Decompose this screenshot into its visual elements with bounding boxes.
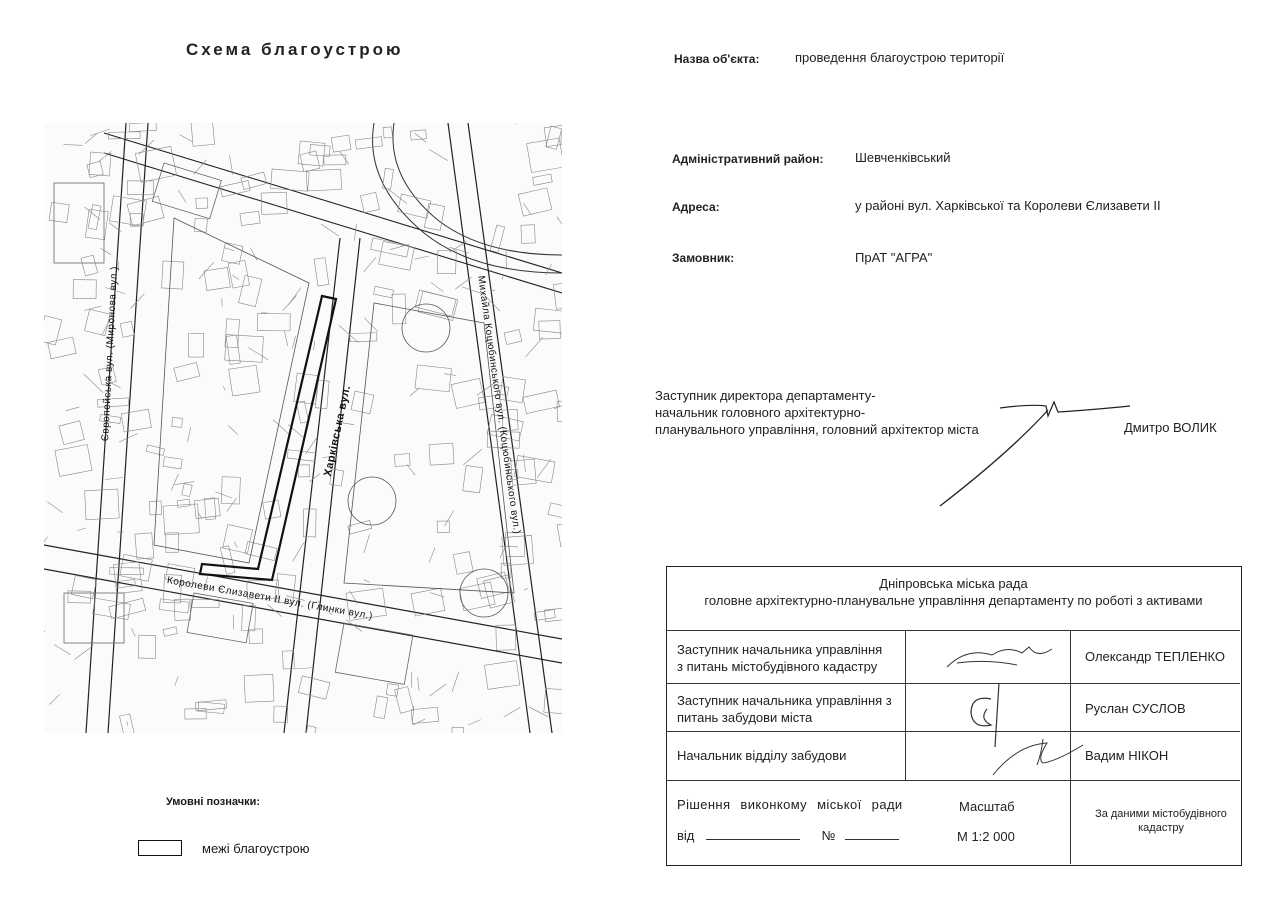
district-value: Шевченківський: [855, 150, 951, 165]
scale-label: Масштаб: [959, 799, 1015, 814]
approver-position: [677, 692, 892, 726]
source-note-line: кадастру: [1138, 822, 1184, 834]
approver-position-line: Заступник начальника управління з: [677, 693, 892, 708]
customer-value: ПрАТ "АГРА": [855, 250, 933, 265]
legend-boundary-label: межі благоустрою: [202, 841, 310, 856]
council-name: Дніпровська міська рада: [879, 576, 1028, 591]
approver-position-line: з питань містобудівного кадастру: [677, 659, 878, 674]
object-name-value: проведення благоустрою території: [795, 50, 1005, 65]
map-drawing: [44, 123, 562, 733]
decision-number-label: №: [821, 828, 836, 843]
approval-table: [666, 566, 1242, 866]
legend-title: Умовні позначки:: [166, 796, 261, 808]
street-label-kharkivska: Харківська вул.: [322, 384, 354, 478]
legend-boundary-swatch: [138, 840, 182, 856]
signature-nikon: [987, 735, 1087, 781]
address-value: у районі вул. Харківської та Королеви Єлизавети ІІ: [855, 198, 1161, 213]
street-label-kotsiubynskoho: Михайла Коцюбинського вул. (Коцюбинського вул.): [475, 275, 523, 535]
customer-label: Замовник:: [672, 251, 735, 265]
page-title: Схема благоустрою: [186, 40, 404, 59]
decision-date-label: від: [677, 828, 695, 843]
approver-name: Вадим НІКОН: [1085, 748, 1169, 763]
source-note-line: За даними містобудівного: [1095, 808, 1227, 820]
approver-name: Олександр ТЕПЛЕНКО: [1085, 649, 1226, 664]
signature-volyk: [930, 392, 1150, 512]
department-name: головне архітектурно-планувальне управління департаменту по роботі з активами: [704, 593, 1203, 608]
decision-date-blank: [706, 827, 800, 840]
street-label-yevropeiska: Європейська вул. (Миронова вул.): [100, 265, 121, 442]
decision-label: Рішення виконкому міської ради: [677, 797, 903, 812]
signatory-position-line: планувального управління, головний архітектор міста: [655, 422, 979, 437]
district-label: Адміністративний район:: [672, 152, 824, 166]
approver-position: Начальник відділу забудови: [677, 748, 847, 763]
decision-number-blank: [845, 827, 899, 840]
scale-value: М 1:2 000: [957, 829, 1015, 844]
site-map: [44, 123, 562, 733]
signature-teplenko: [937, 637, 1057, 677]
improvement-boundary: [200, 296, 336, 580]
signatory-position-line: начальник головного архітектурно-: [655, 405, 866, 420]
source-note: [1091, 807, 1231, 835]
object-name-label: Назва об'єкта:: [674, 52, 760, 66]
street-label-koroleva: Королеви Єлизавети ІІ вул. (Глинки вул.): [166, 575, 374, 623]
approver-position-line: Заступник начальника управління: [677, 642, 883, 657]
decision-date-field: [677, 827, 899, 843]
approver-position-line: питань забудови міста: [677, 710, 813, 725]
signatory-position-line: Заступник директора департаменту-: [655, 388, 876, 403]
address-label: Адреса:: [672, 200, 720, 214]
approver-position: [677, 641, 882, 675]
signatory-name: Дмитро ВОЛИК: [1124, 420, 1217, 435]
approval-header: [667, 575, 1240, 609]
approver-name: Руслан СУСЛОВ: [1085, 701, 1186, 716]
